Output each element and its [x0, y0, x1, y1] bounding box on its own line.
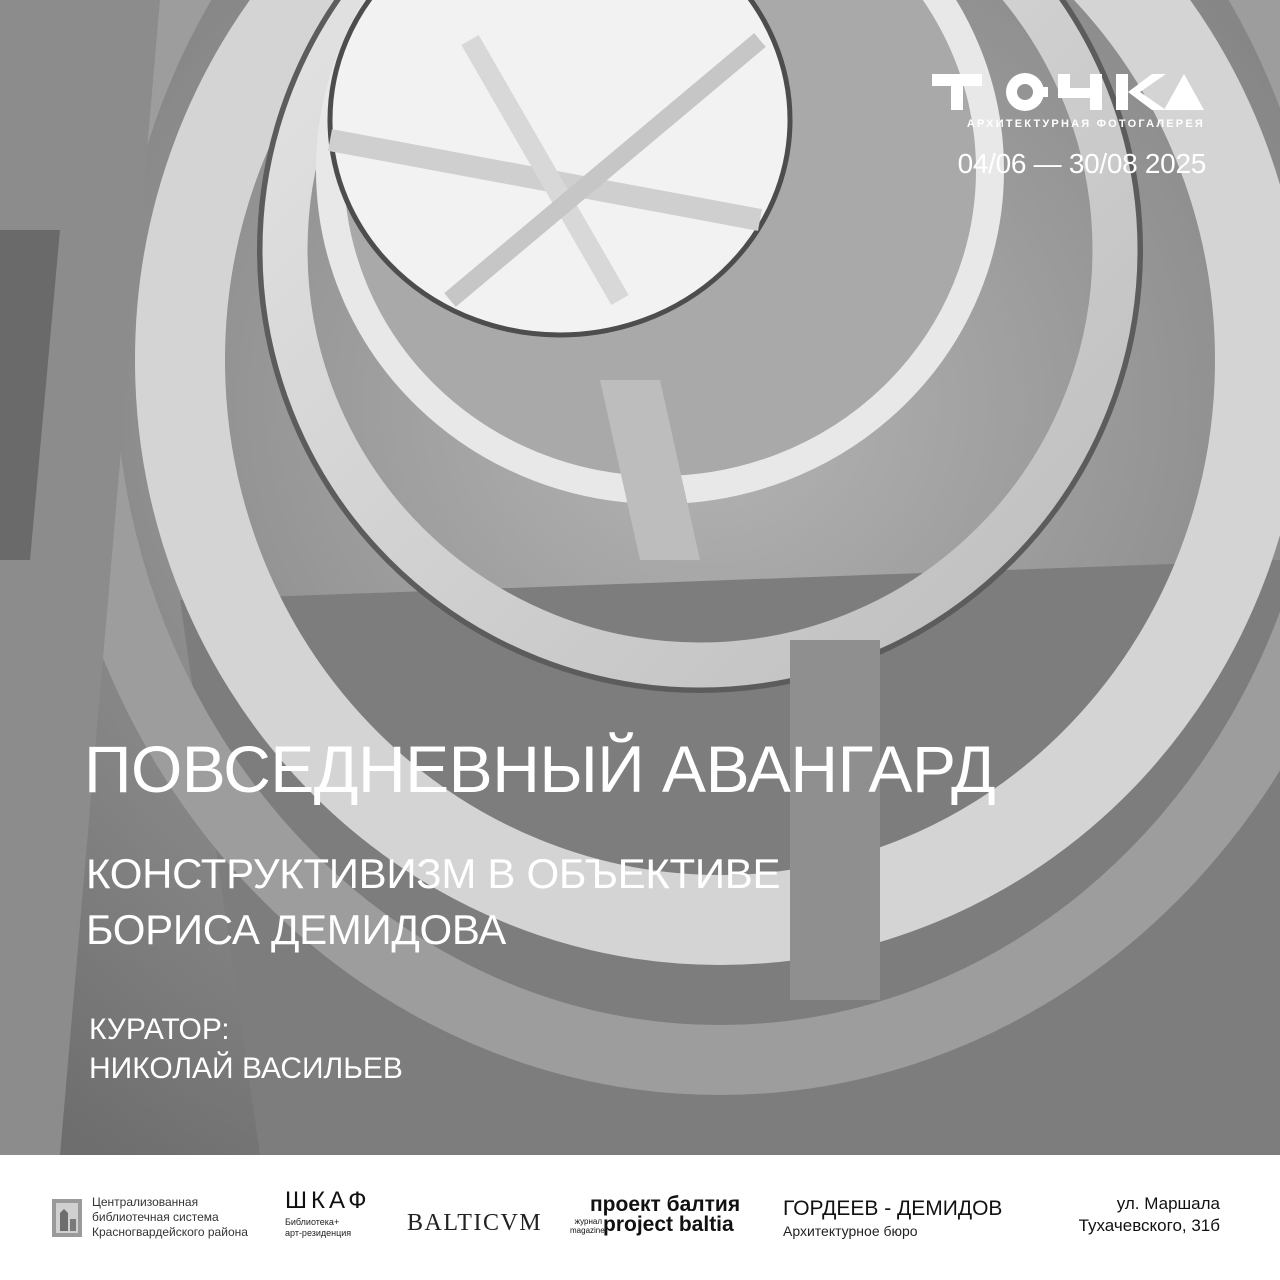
- library-logo-icon: [50, 1195, 86, 1239]
- logo-glyphs-icon: [930, 70, 1205, 112]
- partners-footer: [0, 1155, 1280, 1280]
- curator-name: НИКОЛАЙ ВАСИЛЬЕВ: [89, 1052, 403, 1085]
- project-baltia-ru: проект балтия: [590, 1193, 741, 1216]
- shkaf-name: ШКАФ: [285, 1187, 371, 1214]
- magazine-label: magazine: [570, 1226, 605, 1235]
- gordeev-name: ГОРДЕЕВ - ДЕМИДОВ: [783, 1197, 1003, 1220]
- curator-label: КУРАТОР:: [89, 1013, 230, 1046]
- gordeev-sub: Архитектурное бюро: [783, 1223, 918, 1239]
- partner-shkaf: [285, 1187, 370, 1239]
- venue-address: [1079, 1193, 1220, 1237]
- logo-subtitle: АРХИТЕКТУРНАЯ ФОТОГАЛЕРЕЯ: [966, 118, 1205, 130]
- address-line-1: ул. Маршала: [1116, 1194, 1220, 1213]
- shkaf-sub-1: Библиотека+: [285, 1217, 340, 1227]
- gallery-logo: [930, 70, 1205, 130]
- project-baltia-en: project baltia: [603, 1213, 734, 1236]
- exhibition-dates: 04/06 — 30/08 2025: [957, 148, 1206, 179]
- library-line-2: библиотечная система: [92, 1210, 219, 1224]
- journal-label: журнал: [574, 1217, 602, 1226]
- partner-gordeev-demidov: [783, 1197, 1002, 1239]
- partner-balticum: BALTICVM: [407, 1210, 543, 1236]
- subtitle-line-1: КОНСТРУКТИВИЗМ В ОБЪЕКТИВЕ: [86, 850, 781, 897]
- address-line-2: Тухачевского, 31б: [1078, 1216, 1220, 1235]
- project-baltia-journal-label: [570, 1217, 605, 1235]
- curator-block: [89, 1010, 403, 1088]
- exhibition-title: ПОВСЕДНЕВНЫЙ АВАНГАРД: [84, 732, 996, 806]
- shkaf-sub-2: арт-резиденция: [285, 1228, 352, 1238]
- library-line-3: Красногвардейского района: [92, 1225, 248, 1239]
- subtitle-line-2: БОРИСА ДЕМИДОВА: [86, 906, 506, 953]
- library-line-1: Централизованная: [92, 1195, 199, 1209]
- exhibition-subtitle: [86, 846, 780, 958]
